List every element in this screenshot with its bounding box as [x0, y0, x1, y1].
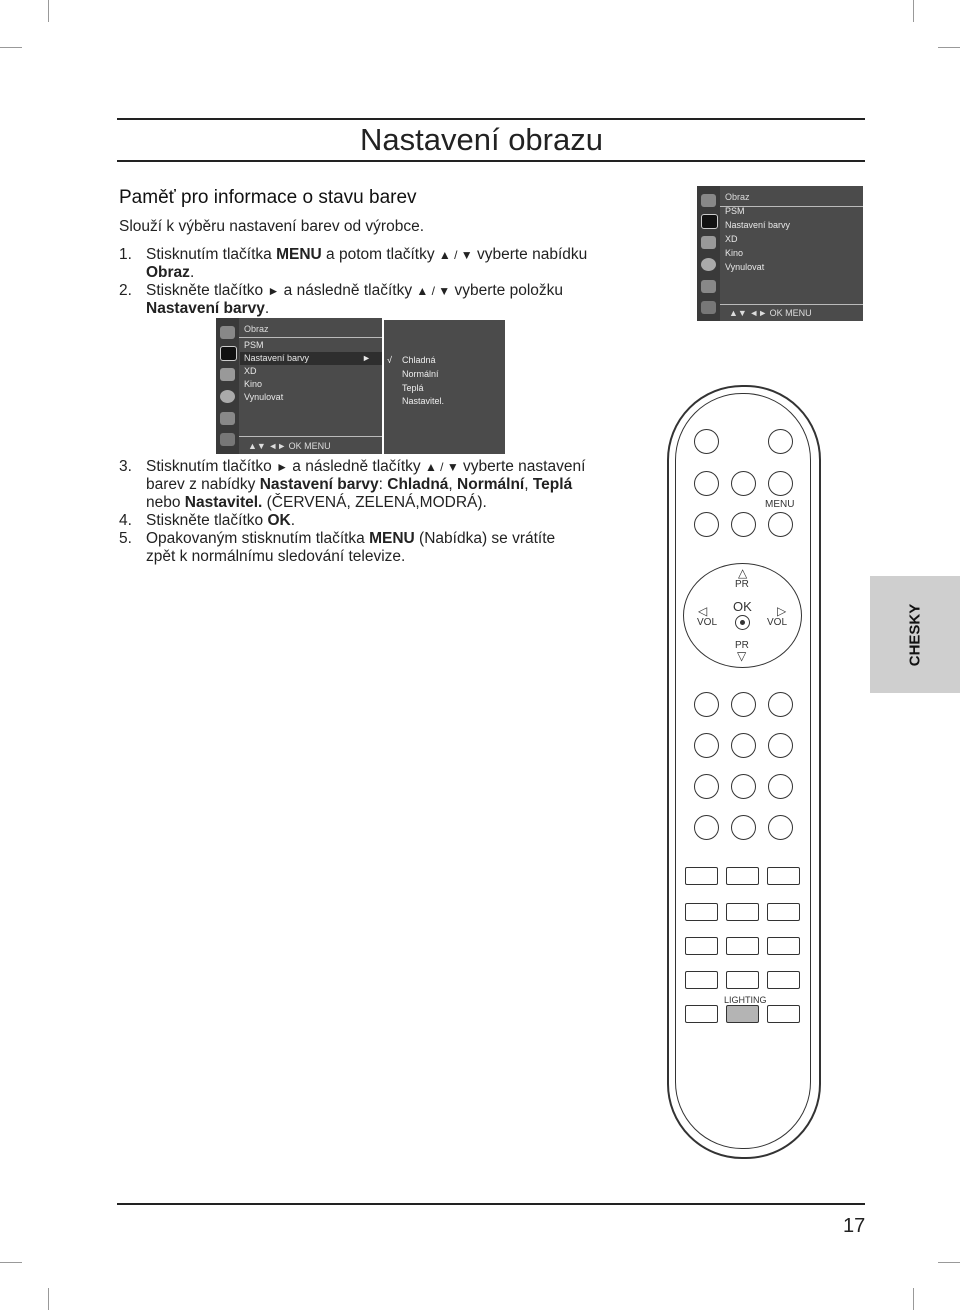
up-down-arrows-icon: ▲ / ▼	[438, 248, 473, 262]
remote-button[interactable]	[694, 512, 719, 537]
submenu-item-warm[interactable]: Teplá	[402, 383, 424, 393]
step-text: Stisknutím tlačítko	[146, 458, 277, 475]
sound-icon	[220, 368, 235, 381]
tepla-keyword: Teplá	[532, 476, 573, 493]
osd-menu-small	[697, 186, 863, 321]
normalni-keyword: Normální	[457, 476, 525, 493]
up-down-arrows-icon: ▲ / ▼	[424, 460, 459, 474]
vol-right-label: VOL	[767, 617, 788, 628]
footer-rule	[117, 1203, 865, 1205]
picture-icon	[220, 346, 237, 361]
menu-title: Obraz	[725, 192, 750, 202]
step-text: Opakovaným stisknutím tlačítka	[146, 530, 370, 547]
step-1	[119, 246, 609, 286]
step-text: a následně tlačítky	[287, 458, 425, 475]
remote-button[interactable]	[767, 971, 800, 989]
arrow-down-icon[interactable]: ▽	[737, 649, 747, 663]
remote-button[interactable]	[694, 774, 719, 799]
step-number: 5.	[119, 530, 132, 547]
pr-up-label: PR	[735, 579, 749, 590]
menu-divider	[720, 304, 863, 305]
remote-button[interactable]	[768, 815, 793, 840]
pr-down-label: PR	[735, 640, 749, 651]
menu-keyword: MENU	[276, 246, 322, 263]
step-text: :	[378, 476, 388, 493]
arrow-up-icon[interactable]: △	[738, 566, 748, 580]
step-text: vyberte nabídku	[472, 246, 588, 263]
satellite-icon	[701, 194, 716, 207]
remote-button[interactable]	[768, 692, 793, 717]
crop-mark	[48, 0, 49, 22]
menu-item-color[interactable]: Nastavení barvy	[725, 220, 791, 230]
color-submenu	[384, 320, 505, 454]
chladna-keyword: Chladná	[387, 476, 449, 493]
satellite-icon	[220, 326, 235, 339]
step-text: Stisknutím tlačítka	[146, 246, 277, 263]
step-number: 3.	[119, 458, 132, 475]
remote-button[interactable]	[685, 937, 718, 955]
step-text: zpět k normálnímu sledování televize.	[146, 548, 406, 565]
ok-label: OK	[733, 599, 752, 614]
menu-item-xd[interactable]: XD	[725, 234, 738, 244]
menu-footer: ▲▼ ◄► OK MENU	[729, 308, 812, 318]
obraz-keyword: Obraz	[146, 264, 190, 281]
remote-button[interactable]	[731, 774, 756, 799]
language-tab	[870, 576, 960, 693]
step-text: Stiskněte tlačítko	[146, 282, 268, 299]
remote-button[interactable]	[694, 471, 719, 496]
step-text: vyberte položku	[450, 282, 564, 299]
menu-icon-column	[216, 318, 239, 454]
crop-mark	[913, 1288, 914, 1310]
picture-icon	[701, 214, 718, 229]
checkmark-icon: √	[387, 355, 392, 365]
right-arrow-icon: ►	[276, 460, 288, 474]
crop-mark	[0, 1262, 22, 1263]
remote-button[interactable]	[726, 937, 759, 955]
remote-button[interactable]	[768, 774, 793, 799]
section-title: Paměť pro informace o stavu barev	[119, 187, 417, 208]
step-text: (ČERVENÁ, ZELENÁ,MODRÁ).	[262, 494, 487, 511]
menu-item-color-selected[interactable]: Nastavení barvy	[244, 353, 310, 363]
step-text: barev z nabídky	[146, 476, 260, 493]
menu-item-psm[interactable]: PSM	[244, 340, 264, 350]
submenu-arrow-icon: ►	[362, 353, 371, 363]
step-text: a potom tlačítky	[321, 246, 439, 263]
step-text: .	[264, 300, 270, 317]
menu-item-kino[interactable]: Kino	[725, 248, 744, 258]
power-button[interactable]	[694, 429, 719, 454]
step-text: (Nabídka) se vrátíte	[414, 530, 556, 547]
step-4	[119, 512, 609, 532]
remote-button[interactable]	[694, 692, 719, 717]
remote-button[interactable]	[767, 903, 800, 921]
menu-item-reset[interactable]: Vynulovat	[725, 262, 765, 272]
step-number: 4.	[119, 512, 132, 529]
menu-divider	[239, 436, 382, 437]
remote-button[interactable]	[685, 867, 718, 885]
crop-mark	[48, 1288, 49, 1310]
remote-button[interactable]	[685, 1005, 718, 1023]
nastaveni-barvy-keyword: Nastavení barvy	[146, 300, 265, 317]
page-number: 17	[843, 1215, 866, 1237]
step-3	[119, 458, 609, 516]
remote-button[interactable]	[731, 692, 756, 717]
menu-footer: ▲▼ ◄► OK MENU	[248, 441, 331, 451]
crop-mark	[938, 47, 960, 48]
menu-button[interactable]	[768, 512, 793, 537]
remote-button[interactable]	[685, 903, 718, 921]
pencil-icon	[220, 412, 235, 425]
page-title: Nastavení obrazu	[360, 122, 603, 157]
remote-button[interactable]	[767, 1005, 800, 1023]
crop-mark	[938, 1262, 960, 1263]
remote-button[interactable]	[768, 471, 793, 496]
remote-button[interactable]	[726, 867, 759, 885]
menu-item-psm[interactable]: PSM	[725, 206, 745, 216]
remote-button[interactable]	[694, 733, 719, 758]
ok-keyword: OK	[267, 512, 291, 529]
step-text: ,	[448, 476, 458, 493]
menu-item-kino[interactable]: Kino	[244, 379, 263, 389]
step-text: vyberte nastavení	[458, 458, 586, 475]
language-label: CHESKY	[906, 603, 924, 666]
menu-icon-column	[697, 186, 720, 321]
tool-icon	[220, 433, 235, 446]
step-text: ,	[524, 476, 533, 493]
lighting-label: LIGHTING	[724, 995, 767, 1005]
crop-mark	[913, 0, 914, 22]
remote-button[interactable]	[731, 733, 756, 758]
step-2	[119, 282, 609, 322]
menu-item-xd[interactable]: XD	[244, 366, 257, 376]
remote-button[interactable]	[767, 937, 800, 955]
osd-menu-large	[216, 318, 382, 454]
step-text: .	[290, 512, 296, 529]
remote-button[interactable]	[767, 867, 800, 885]
step-number: 2.	[119, 282, 132, 299]
step-text: Stiskněte tlačítko	[146, 512, 268, 529]
header-rule	[117, 118, 865, 120]
ok-dot-icon	[740, 620, 745, 625]
step-number: 1.	[119, 246, 132, 263]
menu-divider	[239, 337, 382, 338]
lighting-button[interactable]	[726, 1005, 759, 1023]
disc-icon	[220, 390, 235, 403]
tool-icon	[701, 301, 716, 314]
input-button[interactable]	[768, 429, 793, 454]
step-5	[119, 530, 609, 570]
remote-button[interactable]	[726, 971, 759, 989]
vol-left-label: VOL	[697, 617, 718, 628]
menu-item-reset[interactable]: Vynulovat	[244, 392, 284, 402]
menu-title: Obraz	[244, 324, 269, 334]
step-text: nebo	[146, 494, 185, 511]
remote-button[interactable]	[685, 971, 718, 989]
title-rule	[117, 160, 865, 162]
intro-text: Slouží k výběru nastavení barev od výrobce.	[119, 218, 424, 235]
step-text: a následně tlačítky	[279, 282, 417, 299]
remote-button[interactable]	[731, 512, 756, 537]
nastavitel-keyword: Nastavitel.	[184, 494, 263, 511]
remote-button[interactable]	[726, 903, 759, 921]
menu-keyword: MENU	[369, 530, 415, 547]
submenu-item-normal[interactable]: Normální	[402, 369, 439, 379]
pencil-icon	[701, 280, 716, 293]
sound-icon	[701, 236, 716, 249]
remote-button[interactable]	[731, 815, 756, 840]
up-down-arrows-icon: ▲ / ▼	[416, 284, 451, 298]
remote-button[interactable]	[731, 471, 756, 496]
remote-button[interactable]	[768, 733, 793, 758]
arrow-left-icon[interactable]: ◁	[698, 604, 708, 618]
step-text: .	[189, 264, 195, 281]
menu-button-label: MENU	[765, 499, 795, 510]
submenu-item-cool[interactable]: Chladná	[402, 355, 436, 365]
nastaveni-barvy-keyword: Nastavení barvy	[259, 476, 379, 493]
remote-button[interactable]	[694, 815, 719, 840]
right-arrow-icon: ►	[267, 284, 280, 298]
arrow-right-icon[interactable]: ▷	[777, 604, 787, 618]
submenu-item-user[interactable]: Nastavitel.	[402, 396, 445, 406]
crop-mark	[0, 47, 22, 48]
disc-icon	[701, 258, 716, 271]
